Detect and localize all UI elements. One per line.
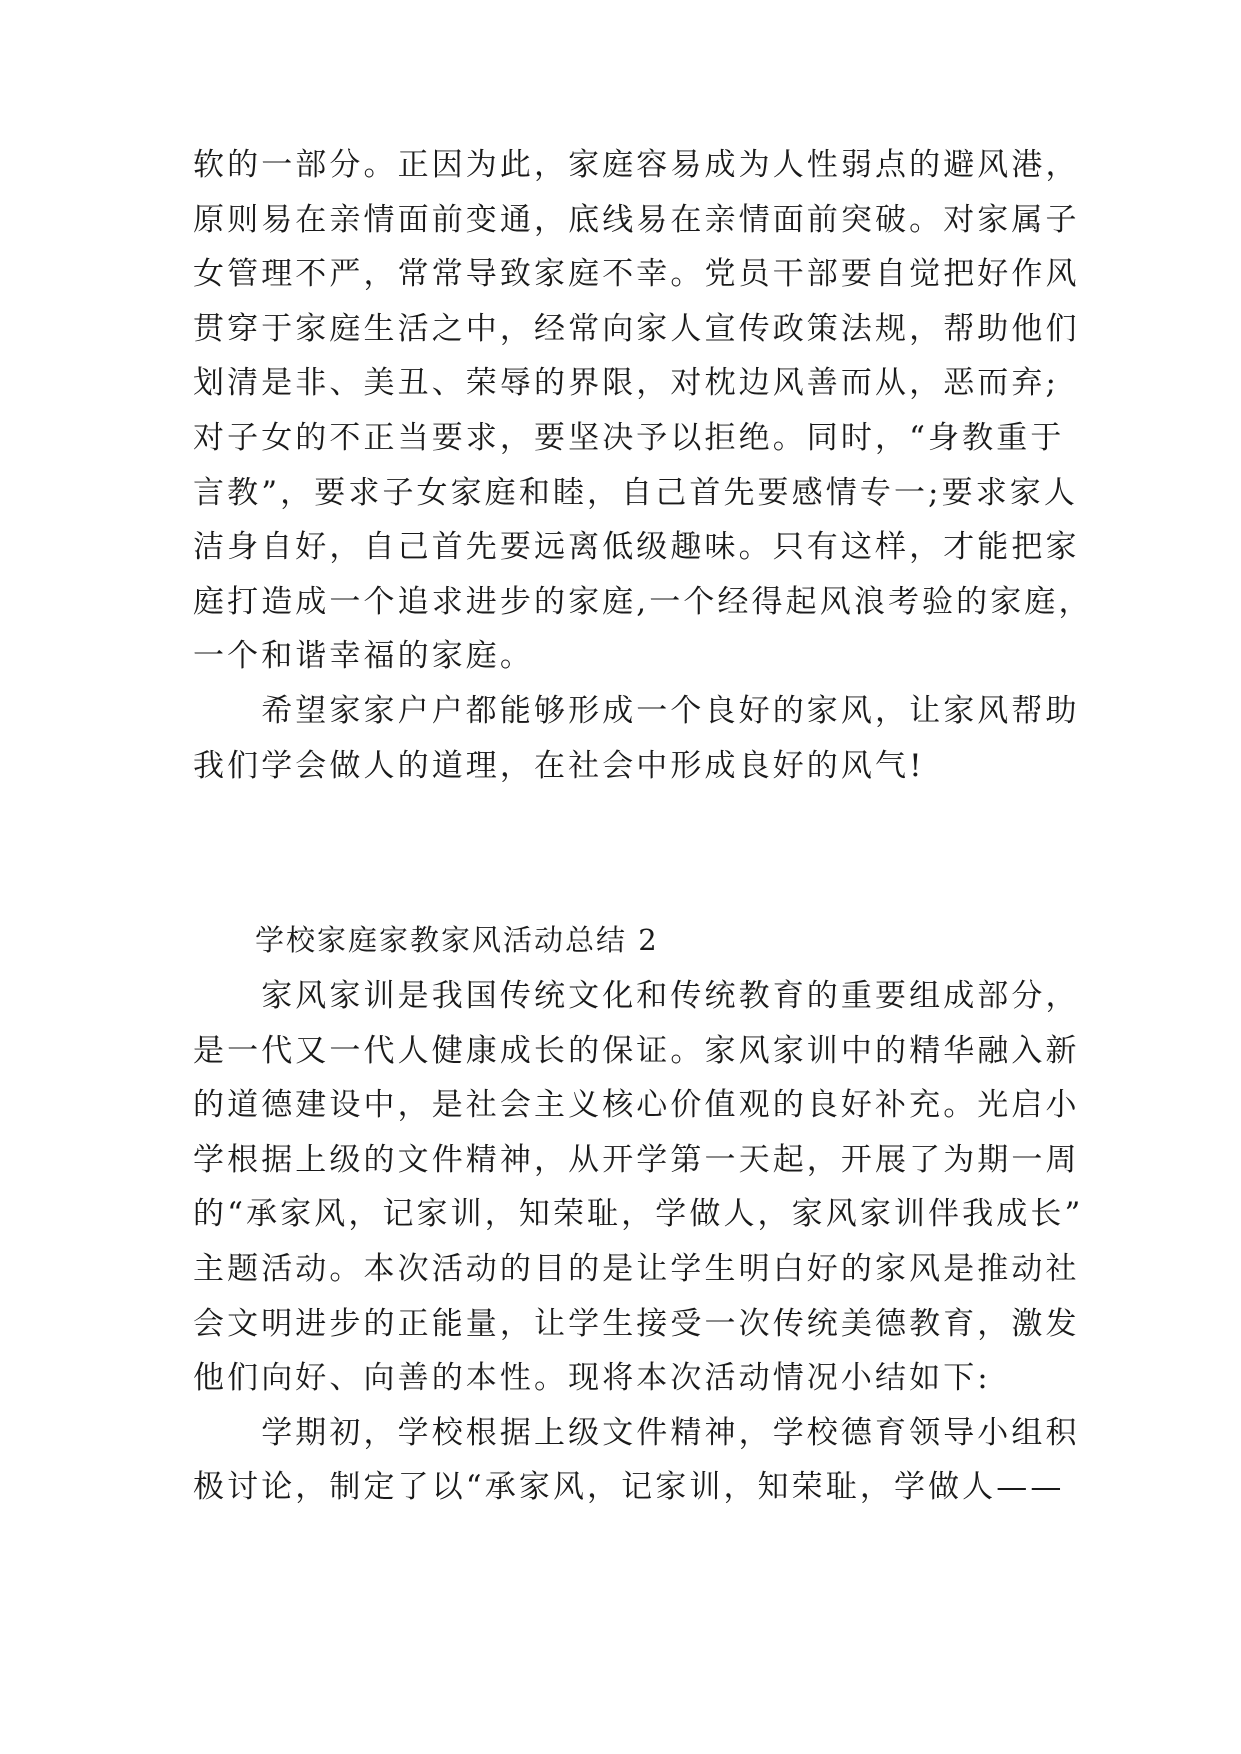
text-line: 划清是非、美丑、荣辱的界限，对枕边风善而从，恶而弃; bbox=[193, 365, 1060, 402]
text-line: 女管理不严，常常导致家庭不幸。党员干部要自觉把好作风 bbox=[193, 256, 1080, 293]
text-line: 学期初，学校根据上级文件精神，学校德育领导小组积 bbox=[193, 1414, 1080, 1451]
text-line: 言教”，要求子女家庭和睦，自己首先要感情专一;要求家人 bbox=[193, 474, 1078, 511]
text-line: 会文明进步的正能量，让学生接受一次传统美德教育，激发 bbox=[193, 1305, 1080, 1342]
text-line: 是一代又一代人健康成长的保证。家风家训中的精华融入新 bbox=[193, 1032, 1080, 1069]
text-line: 希望家家户户都能够形成一个良好的家风，让家风帮助 bbox=[193, 693, 1080, 729]
section-body bbox=[193, 969, 1084, 1515]
text-line: 学根据上级的文件精神，从开学第一天起，开展了为期一周 bbox=[193, 1141, 1080, 1178]
text-line: 软的一部分。正因为此，家庭容易成为人性弱点的避风港， bbox=[193, 147, 1080, 183]
text-line: 他们向好、向善的本性。现将本次活动情况小结如下: bbox=[193, 1360, 991, 1397]
text-line: 的“承家风，记家训，知荣耻，学做人，家风家训伴我成长” bbox=[193, 1196, 1084, 1233]
text-line: 贯穿于家庭生活之中，经常向家人宣传政策法规，帮助他们 bbox=[193, 310, 1080, 347]
section-title: 学校家庭家教家风活动总结 2 bbox=[193, 923, 659, 957]
paragraph-continuation bbox=[193, 138, 1093, 684]
text-line: 庭打造成一个追求进步的家庭,一个经得起风浪考验的家庭， bbox=[193, 583, 1093, 620]
text-line: 对子女的不正当要求，要坚决予以拒绝。同时，“身教重于 bbox=[193, 419, 1065, 456]
text-line: 一个和谐幸福的家庭。 bbox=[193, 638, 534, 675]
text-line: 的道德建设中，是社会主义核心价值观的良好补充。光启小 bbox=[193, 1087, 1080, 1124]
text-line: 我们学会做人的道理，在社会中形成良好的风气! bbox=[193, 747, 925, 784]
text-line: 家风家训是我国传统文化和传统教育的重要组成部分， bbox=[193, 978, 1080, 1014]
text-line: 洁身自好，自己首先要远离低级趣味。只有这样，才能把家 bbox=[193, 529, 1080, 566]
section-heading bbox=[193, 913, 1073, 967]
text-line: 原则易在亲情面前变通，底线易在亲情面前突破。对家属子 bbox=[193, 201, 1080, 238]
paragraph-closing bbox=[193, 684, 1080, 793]
text-line: 主题活动。本次活动的目的是让学生明白好的家风是推动社 bbox=[193, 1250, 1080, 1287]
text-line: 极讨论，制定了以“承家风，记家训，知荣耻，学做人—— bbox=[193, 1469, 1065, 1506]
